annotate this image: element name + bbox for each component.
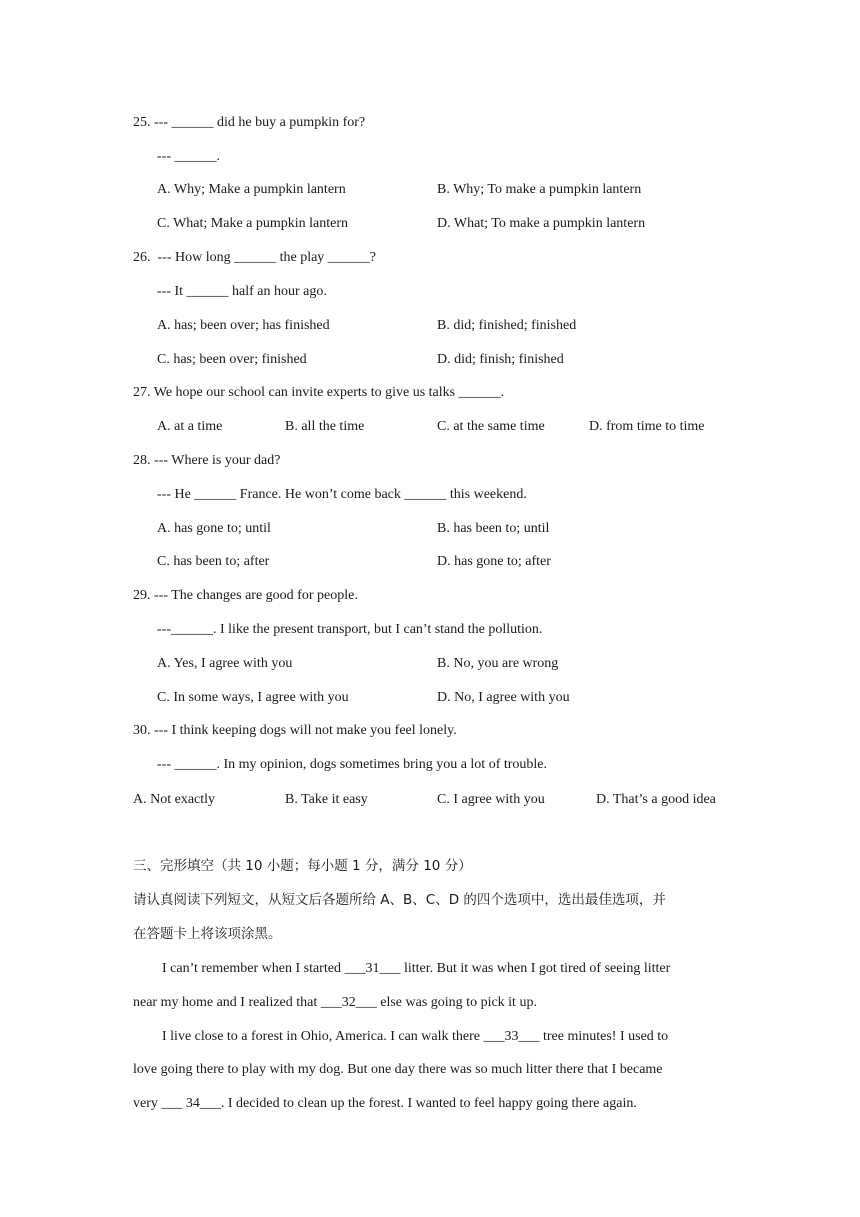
q30-reply: --- ______. In my opinion, dogs sometimes bring you a lot of trouble. bbox=[157, 757, 548, 772]
q25-option-c: C. What; Make a pumpkin lantern bbox=[157, 216, 349, 231]
section3-instruction-line1: 请认真阅读下列短文，从短文后各题所给 A、B、C、D 的四个选项中，选出最佳选项，并 bbox=[133, 892, 666, 908]
q27-stem: 27. We hope our school can invite experts to give us talks ______. bbox=[133, 385, 505, 400]
q26-option-c: C. has; been over; finished bbox=[157, 352, 307, 367]
q28-option-c: C. has been to; after bbox=[157, 554, 270, 569]
q25-stem: 25. --- ______ did he buy a pumpkin for? bbox=[133, 115, 366, 130]
q28-reply: --- He ______ France. He won’t come back ______ this weekend. bbox=[157, 487, 527, 502]
passage-line-5: very ___ 34___. I decided to clean up the forest. I wanted to feel happy going there again. bbox=[133, 1096, 637, 1111]
q25-option-d: D. What; To make a pumpkin lantern bbox=[437, 216, 646, 231]
q30-option-d: D. That’s a good idea bbox=[596, 792, 716, 807]
q30-stem: 30. --- I think keeping dogs will not make you feel lonely. bbox=[133, 723, 457, 738]
q29-option-c: C. In some ways, I agree with you bbox=[157, 690, 349, 705]
q28-option-d: D. has gone to; after bbox=[437, 554, 551, 569]
passage-line-3: I live close to a forest in Ohio, America. I can walk there ___33___ tree minutes! I used to bbox=[162, 1029, 669, 1044]
q27-option-b: B. all the time bbox=[285, 419, 365, 434]
q28-stem: 28. --- Where is your dad? bbox=[133, 453, 281, 468]
q28-option-a: A. has gone to; until bbox=[157, 521, 271, 536]
passage-line-2: near my home and I realized that ___32___ else was going to pick it up. bbox=[133, 995, 537, 1010]
q30-option-b: B. Take it easy bbox=[285, 792, 368, 807]
q25-reply: --- ______. bbox=[157, 149, 220, 164]
q25-option-b: B. Why; To make a pumpkin lantern bbox=[437, 182, 642, 197]
passage-line-1: I can’t remember when I started ___31___ litter. But it was when I got tired of seeing litter bbox=[162, 961, 671, 976]
q27-option-c: C. at the same time bbox=[437, 419, 545, 434]
q25-option-a: A. Why; Make a pumpkin lantern bbox=[157, 182, 346, 197]
section3-heading: 三、完形填空（共 10 小题；每小题 1 分，满分 10 分） bbox=[133, 858, 472, 874]
passage-line-4: love going there to play with my dog. But one day there was so much litter there that I became bbox=[133, 1062, 663, 1077]
q29-option-a: A. Yes, I agree with you bbox=[157, 656, 293, 671]
q29-stem: 29. --- The changes are good for people. bbox=[133, 588, 358, 603]
section3-instruction-line2: 在答题卡上将该项涂黑。 bbox=[133, 926, 282, 942]
q26-option-a: A. has; been over; has finished bbox=[157, 318, 330, 333]
q29-reply: ---______. I like the present transport, but I can’t stand the pollution. bbox=[157, 622, 543, 637]
q26-option-d: D. did; finish; finished bbox=[437, 352, 564, 367]
q26-reply: --- It ______ half an hour ago. bbox=[157, 284, 327, 299]
q26-option-b: B. did; finished; finished bbox=[437, 318, 577, 333]
q30-option-c: C. I agree with you bbox=[437, 792, 545, 807]
q29-option-b: B. No, you are wrong bbox=[437, 656, 559, 671]
q30-option-a: A. Not exactly bbox=[133, 792, 216, 807]
q26-stem: 26. --- How long ______ the play ______? bbox=[133, 250, 377, 265]
q27-option-d: D. from time to time bbox=[589, 419, 705, 434]
q27-option-a: A. at a time bbox=[157, 419, 223, 434]
q29-option-d: D. No, I agree with you bbox=[437, 690, 570, 705]
q28-option-b: B. has been to; until bbox=[437, 521, 550, 536]
